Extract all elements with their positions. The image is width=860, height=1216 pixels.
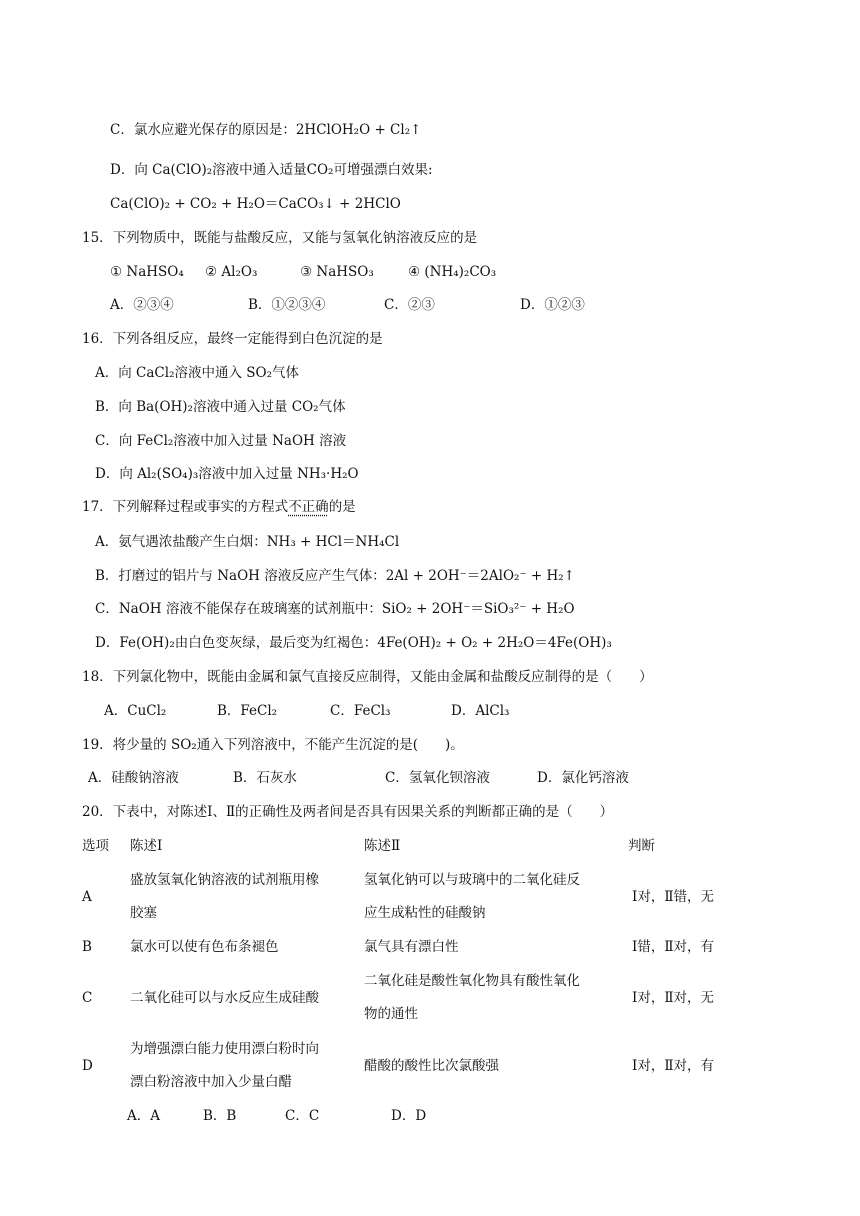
q19-stem: 19．将少量的 SO₂通入下列溶液中，不能产生沉淀的是( )。 [82, 737, 464, 753]
q17-stem [82, 497, 356, 517]
table-row-d-s1-line1: 为增强漂白能力使用漂白粉时向 [130, 1041, 319, 1057]
q20-option-c: C．C [285, 1108, 320, 1124]
q18-option-a: A．CuCl₂ [104, 703, 167, 719]
table-row-d-judgement: Ⅰ对，Ⅱ对，有 [632, 1058, 715, 1074]
q15-option-a: A．②③④ [110, 297, 174, 313]
q15-item-2: ② Al₂O₃ [205, 264, 258, 280]
q18-option-c: C．FeCl₃ [330, 703, 391, 719]
q15-option-d: D．①②③ [520, 297, 585, 313]
q15-option-b: B．①②③④ [248, 297, 326, 313]
q19-option-c: C．氢氧化钡溶液 [385, 770, 490, 786]
table-row-a-s1-line1: 盛放氢氧化钠溶液的试剂瓶用橡 [130, 872, 319, 888]
q15-item-4: ④ (NH₄)₂CO₃ [408, 264, 497, 280]
table-row-c-s1: 二氧化硅可以与水反应生成硅酸 [130, 990, 319, 1006]
q20-option-a: A．A [127, 1108, 160, 1124]
table-row-d-s2: 醋酸的酸性比次氯酸强 [364, 1058, 499, 1074]
q16-option-c: C．向 FeCl₂溶液中加入过量 NaOH 溶液 [95, 433, 347, 449]
table-row-d-option: D [82, 1058, 93, 1074]
q17-option-a: A．氨气遇浓盐酸产生白烟：NH₃ + HCl＝NH₄Cl [95, 534, 400, 550]
q20-option-b: B．B [203, 1108, 237, 1124]
q16-stem: 16．下列各组反应，最终一定能得到白色沉淀的是 [82, 331, 383, 347]
q18-options [104, 701, 509, 721]
table-row-b-s2: 氯气具有漂白性 [364, 939, 459, 955]
q16-option-a: A．向 CaCl₂溶液中通入 SO₂气体 [95, 365, 299, 381]
q15-options [110, 295, 585, 315]
q20-stem: 20．下表中，对陈述Ⅰ、Ⅱ的正确性及两者间是否具有因果关系的判断都正确的是（ ） [82, 804, 614, 820]
table-row-a-s2-line2: 应生成粘性的硅酸钠 [364, 905, 486, 921]
q17-stem-after: 的是 [328, 499, 356, 515]
table-row-c-option: C [82, 990, 93, 1006]
table-header-judgement: 判断 [628, 838, 655, 854]
q17-option-d: D．Fe(OH)₂由白色变灰绿，最后变为红褐色：4Fe(OH)₂ + O₂ + 2H₂O＝4Fe(OH)₃ [95, 635, 612, 651]
q16-option-d: D．向 Al₂(SO₄)₃溶液中加入过量 NH₃·H₂O [95, 466, 359, 482]
q14-option-d-equation: Ca(ClO)₂ + CO₂ + H₂O＝CaCO₃↓ + 2HClO [110, 196, 401, 212]
q15-items [110, 262, 496, 282]
table-row-c-judgement: Ⅰ对，Ⅱ对，无 [632, 990, 715, 1006]
q20-options [127, 1106, 426, 1126]
q18-stem: 18．下列氯化物中，既能由金属和氯气直接反应制得，又能由金属和盐酸反应制得的是（ ） [82, 669, 653, 685]
q15-item-1: ① NaHSO₄ [110, 264, 184, 280]
q19-option-a: A．硅酸钠溶液 [88, 770, 179, 786]
table-header-statement-1: 陈述Ⅰ [130, 838, 163, 854]
q19-options [88, 768, 629, 788]
q14-option-c: C．氯水应避光保存的原因是：2HClOH₂O + Cl₂↑ [110, 122, 422, 138]
q14-option-d: D．向 Ca(ClO)₂溶液中通入适量CO₂可增强漂白效果: [110, 162, 433, 178]
q17-option-b: B．打磨过的铝片与 NaOH 溶液反应产生气体：2Al + 2OH⁻＝2AlO₂⁻ + H₂↑ [95, 568, 575, 584]
table-header-statement-2: 陈述Ⅱ [364, 838, 401, 854]
q17-stem-before: 17．下列解释过程或事实的方程式 [82, 499, 289, 515]
table-row-c-s2-line2: 物的通性 [364, 1006, 418, 1022]
q15-stem: 15．下列物质中，既能与盐酸反应，又能与氢氧化钠溶液反应的是 [82, 230, 478, 246]
q15-option-c: C．②③ [384, 297, 435, 313]
table-row-a-s1-line2: 胶塞 [130, 905, 157, 921]
table-row-a-judgement: Ⅰ对，Ⅱ错，无 [632, 889, 715, 905]
table-row-d-s1-line2: 漂白粉溶液中加入少量白醋 [130, 1074, 292, 1090]
q17-stem-emphasis: 不正确 [288, 499, 329, 515]
q20-option-d: D．D [391, 1108, 427, 1124]
q18-option-d: D．AlCl₃ [451, 703, 510, 719]
table-row-a-s2-line1: 氢氧化钠可以与玻璃中的二氧化硅反 [364, 872, 580, 888]
q19-option-d: D．氯化钙溶液 [537, 770, 629, 786]
table-row-a-option: A [82, 889, 92, 905]
table-header-option: 选项 [82, 838, 109, 854]
table-row-b-s1: 氯水可以使有色布条褪色 [130, 939, 279, 955]
q15-item-3: ③ NaHSO₃ [300, 264, 374, 280]
q17-option-c: C．NaOH 溶液不能保存在玻璃塞的试剂瓶中：SiO₂ + 2OH⁻＝SiO₃²⁻ + H₂O [95, 601, 575, 617]
table-row-b-judgement: Ⅰ错，Ⅱ对，有 [632, 939, 715, 955]
table-row-b-option: B [82, 939, 92, 955]
table-row-c-s2-line1: 二氧化硅是酸性氧化物具有酸性氧化 [364, 973, 580, 989]
q18-option-b: B．FeCl₂ [217, 703, 278, 719]
q19-option-b: B．石灰水 [233, 770, 297, 786]
q16-option-b: B．向 Ba(OH)₂溶液中通入过量 CO₂气体 [95, 399, 346, 415]
